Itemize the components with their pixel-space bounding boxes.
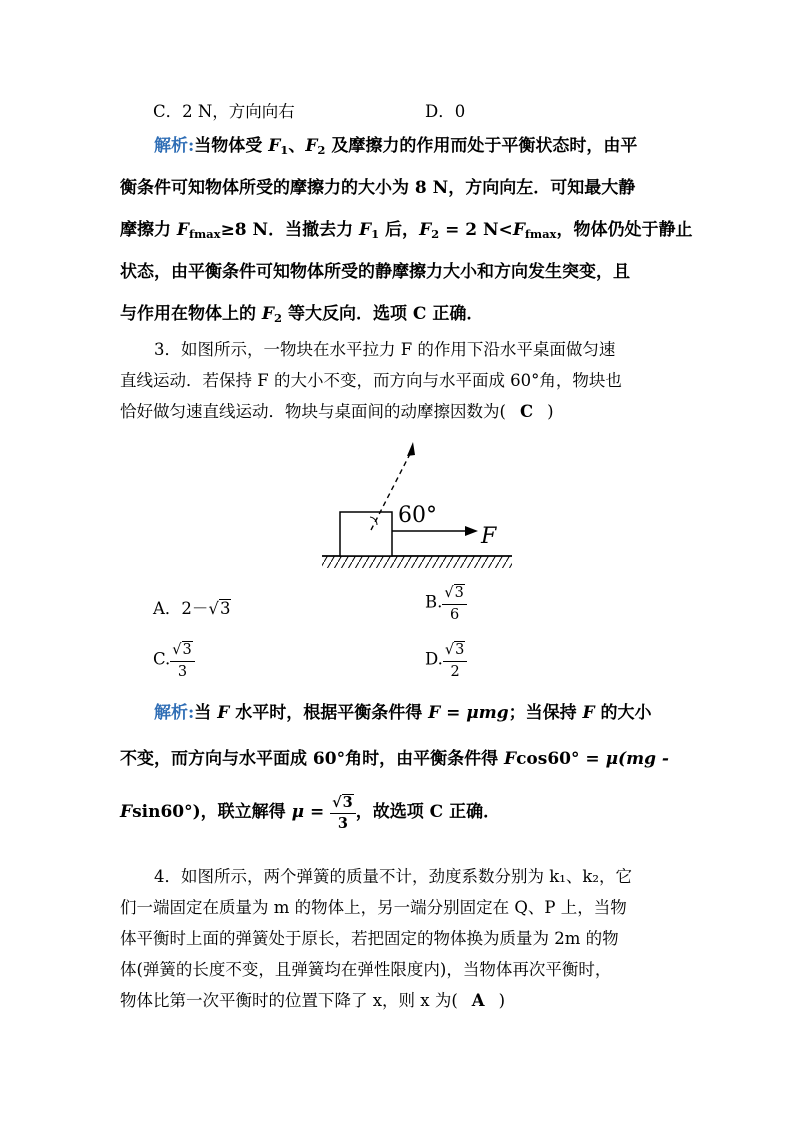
fraction: $\frac{√3}{2}$ — [443, 641, 467, 679]
question-3 — [120, 334, 680, 427]
ground-hatch — [322, 556, 512, 568]
q3-line-1: 3．如图所示，一物块在水平拉力 F 的作用下沿水平桌面做匀速 — [154, 340, 616, 359]
exp2-line-1: 解析:当物体受 $F_1$、$F_2$ 及摩擦力的作用而处于平衡状态时，由平 — [154, 136, 638, 157]
question-4 — [120, 861, 680, 1016]
exp3-line-1: 解析:当 F 水平时，根据平衡条件得 F = μmg；当保持 F 的大小 — [154, 703, 652, 723]
option-a: A．2－√3 — [153, 599, 231, 618]
q3-line-2: 直线运动．若保持 F 的大小不变，而方向与水平面成 60°角，物块也 — [120, 371, 622, 390]
option-d: D. $\frac{√3}{2}$ — [425, 641, 467, 679]
exp2-line-5: 与作用在物体上的 $F_2$ 等大反向．选项 C 正确． — [120, 304, 484, 325]
explanation-label: 解析: — [154, 136, 195, 156]
sqrt: √3 — [208, 599, 231, 618]
exp2-line-3: 摩擦力 $F_{fmax}\ge 8$ N．当撤去力 $F_1$ 后，$F_2 = 2$ $N<F_{fmax}$，物体仍处于静止 — [120, 220, 693, 241]
q4-line-2: 们一端固定在质量为 m 的物体上，另一端分别固定在 Q、P 上，当物 — [120, 898, 627, 917]
tilted-force-arrowhead — [407, 442, 415, 456]
q3-line-3: 恰好做匀速直线运动．物块与桌面间的动摩擦因数为( C ) — [120, 396, 680, 427]
option-c: C. $\frac{√3}{3}$ — [153, 641, 195, 679]
exp3-line-2: 不变，而方向与水平面成 60°角时，由平衡条件得 Fcos60° = μ(mg - — [120, 749, 669, 769]
angle-label: 60° — [398, 503, 437, 528]
q4-line-1: 4．如图所示，两个弹簧的质量不计，劲度系数分别为 k₁、k₂，它 — [154, 867, 632, 886]
fraction: $\frac{√3}{6}$ — [442, 584, 466, 622]
explanation-3 — [120, 690, 680, 842]
fraction: $\frac{√3}{3}$ — [170, 641, 194, 679]
option-d-prev: D．0 — [425, 102, 466, 121]
option-b: B. $\frac{√3}{6}$ — [425, 584, 467, 622]
block — [340, 512, 392, 556]
q4-line-4: 体(弹簧的长度不变，且弹簧均在弹性限度内)，当物体再次平衡时， — [120, 960, 612, 979]
q3-answer: C — [519, 402, 534, 421]
option-c-prev: C．2 N，方向向右 — [153, 102, 295, 121]
exp2-line-4: 状态，由平衡条件可知物体所受的静摩擦力大小和方向发生突变，且 — [120, 262, 630, 282]
q3-figure — [310, 430, 520, 575]
q4-answer: A — [471, 991, 485, 1010]
q4-line-3: 体平衡时上面的弹簧处于原长，若把固定的物体换为质量为 2m 的物 — [120, 929, 619, 948]
exp2-line-2: 衡条件可知物体所受的摩擦力的大小为 8 N，方向向左．可知最大静 — [120, 178, 636, 198]
explanation-2 — [120, 125, 693, 335]
q4-line-5: 物体比第一次平衡时的位置下降了 x，则 x 为( A ) — [120, 985, 680, 1016]
explanation-label: 解析: — [154, 703, 195, 723]
fraction: $\frac{√3}{3}$ — [330, 794, 356, 832]
exp3-line-3: Fsin60°)，联立解得 μ = $\frac{√3}{3}$ ，故选项 C 正确． — [120, 793, 501, 832]
horizontal-force-arrowhead — [465, 526, 478, 536]
force-label: F — [481, 524, 497, 549]
